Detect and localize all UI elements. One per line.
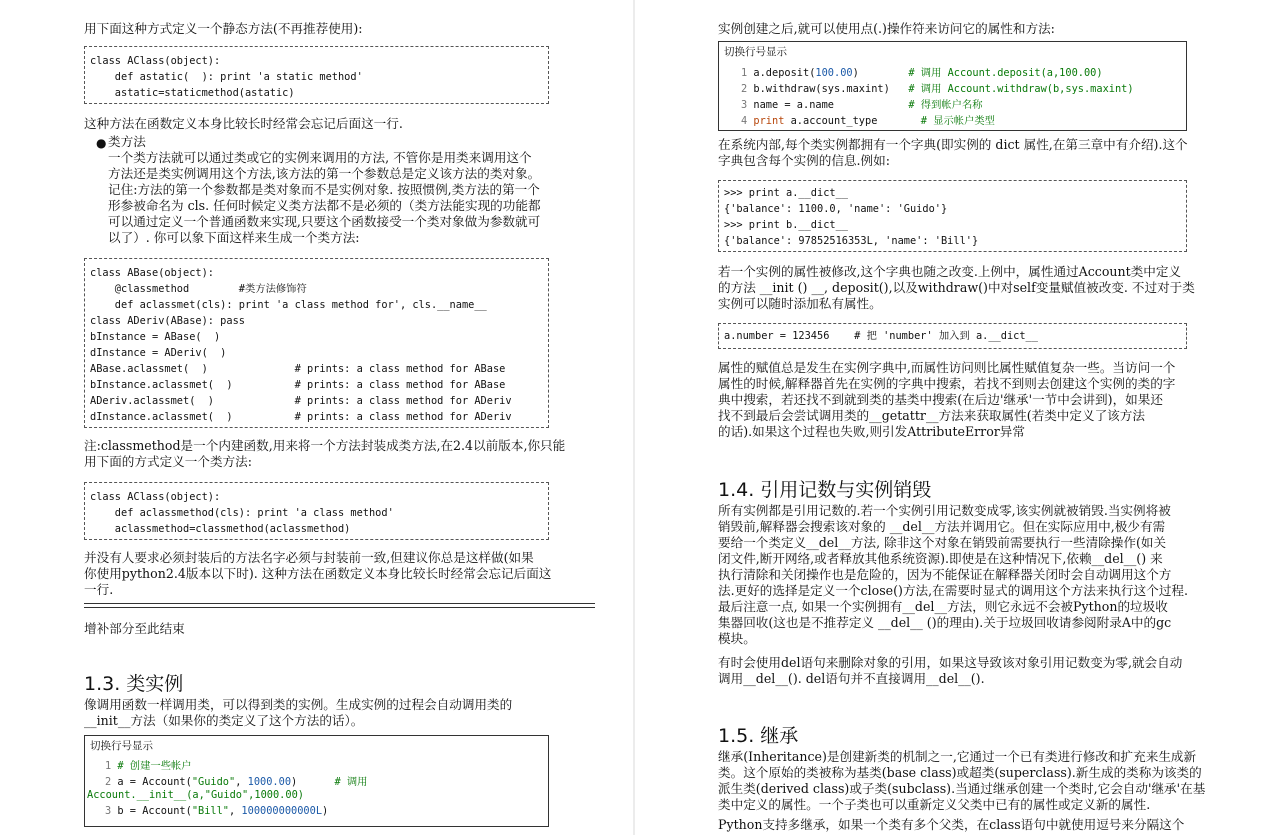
code-line: class ADeriv(ABase): pass xyxy=(90,315,245,327)
code-token: # 调用 xyxy=(334,776,368,788)
paragraph: 的话).如果这个过程也失败,则引发AttributeError异常 xyxy=(718,424,1025,439)
code-line: {'balance': 97852516353L, 'name': 'Bill'} xyxy=(724,235,979,247)
code-token: Account.__init__(a,"Guido",1000.00) xyxy=(87,789,304,801)
paragraph: 一行. xyxy=(84,582,114,597)
paragraph: 派生类(derived class)或子类(subclass).当通过继承创建一个类时,它会自动'继承'在基 xyxy=(718,781,1206,796)
code-token: , xyxy=(229,805,242,817)
paragraph: 要给一个类定义__del__方法, 除非这个对象在销毁前需要执行一些清除操作(如关 xyxy=(718,535,1167,550)
code-listing-line xyxy=(87,789,304,801)
code-line: {'balance': 1100.0, 'name': 'Guido'} xyxy=(724,203,948,215)
code-line: dInstance.aclassmet( ) # prints: a class method for ADeriv xyxy=(90,411,512,423)
code-listing-line xyxy=(105,773,367,788)
paragraph: 注:classmethod是一个内建函数,用来将一个方法封装成类方法,在2.4以前版本,你只能 xyxy=(84,438,566,453)
code-listing-line xyxy=(741,96,983,111)
code-token: a.deposit( xyxy=(753,67,816,79)
code-block-classmethod xyxy=(84,258,549,428)
code-line: astatic=staticmethod(astatic) xyxy=(90,87,295,99)
code-line: aclassmethod=classmethod(aclassmethod) xyxy=(90,523,351,535)
code-line: class ABase(object): xyxy=(90,267,214,279)
code-token: # 调用 Account.deposit(a,100.00) xyxy=(908,67,1103,79)
code-line: @classmethod #类方法修饰符 xyxy=(90,283,307,295)
code-token: "Bill" xyxy=(191,805,230,817)
code-token: ) xyxy=(291,776,335,788)
code-token: ) xyxy=(852,67,909,79)
code-token: 1000.00 xyxy=(247,776,292,788)
code-block-number xyxy=(718,323,1187,349)
code-token: 100000000000L xyxy=(241,805,323,817)
line-number: 2 xyxy=(105,776,118,788)
code-token: ) xyxy=(322,805,329,817)
paragraph: 找不到最后会尝试调用类的__getattr__方法来获取属性(若类中定义了该方法 xyxy=(718,408,1145,423)
paragraph: 类。这个原始的类被称为基类(base class)或超类(superclass).新生成的类称为该类的 xyxy=(718,765,1202,780)
paragraph: 属性的时候,解释器首先在实例的字典中搜索，若找不到则去创建这个实例的类的字 xyxy=(718,376,1176,391)
code-line: >>> print a.__dict__ xyxy=(724,187,848,199)
section-heading: 1.3. 类实例 xyxy=(84,673,184,695)
code-token: b.withdraw(sys.maxint) xyxy=(753,83,909,95)
code-token: # 创建一些帐户 xyxy=(117,760,192,772)
toggle-line-numbers-link[interactable]: 切换行号显示 xyxy=(724,46,787,58)
paragraph: 调用__del__(). del语句并不直接调用__del__(). xyxy=(718,671,985,686)
line-number: 3 xyxy=(105,805,118,817)
paragraph: 属性的赋值总是发生在实例字典中,而属性访问则比属性赋值复杂一些。当访问一个 xyxy=(718,360,1176,375)
code-token: name = a.name xyxy=(753,99,909,111)
code-token: # 得到帐户名称 xyxy=(908,99,983,111)
paragraph: 的方法 __init () __, deposit(),以及withdraw()中对self变量赋值被改变. 不过对于类 xyxy=(718,280,1195,295)
code-listing-line xyxy=(105,805,328,817)
section-heading: 1.4. 引用记数与实例销毁 xyxy=(718,479,932,501)
code-line: def astatic( ): print 'a static method' xyxy=(90,71,363,83)
paragraph: 最后注意一点, 如果一个实例拥有__del__方法，则它永远不会被Python的垃圾收 xyxy=(718,599,1168,614)
paragraph: 你使用python2.4版本以下时). 这种方法在函数定义本身比较长时经常会忘记后面这 xyxy=(84,566,552,581)
line-number: 3 xyxy=(741,99,754,111)
line-number: 4 xyxy=(741,115,754,127)
bullet-line: 形参被命名为 cls. 任何时候定义类方法都不是必须的（类方法能实现的功能都 xyxy=(108,198,541,213)
paragraph: 在系统内部,每个类实例都拥有一个字典(即实例的 dict 属性,在第三章中有介绍).这个 xyxy=(718,137,1188,152)
paragraph: 增补部分至此结束 xyxy=(84,621,185,636)
code-line: dInstance = ADeriv( ) xyxy=(90,347,227,359)
paragraph: 实例可以随时添加私有属性。 xyxy=(718,296,882,311)
code-line: >>> print b.__dict__ xyxy=(724,219,848,231)
code-token: print xyxy=(753,115,785,127)
code-token: 100.00 xyxy=(815,67,853,79)
paragraph: 销毁前,解释器会搜索该对象的 __del__方法并调用它。但在实际应用中,极少有需 xyxy=(718,519,1166,534)
paragraph: 集器回收(这也是不推荐定义 __del__ ()的理由).关于垃圾回收请参阅附录A中的gc xyxy=(718,615,1172,630)
left-page xyxy=(0,0,633,835)
code-block-staticmethod xyxy=(84,46,549,104)
paragraph: 有时会使用del语句来删除对象的引用，如果这导致该对象引用记数变为零,就会自动 xyxy=(718,655,1183,670)
bullet-line: 方法还是类实例调用这个方法,该方法的第一个参数总是定义该方法的类对象。 xyxy=(108,166,541,181)
paragraph: 并没有人要求必须封装后的方法名字必须与封装前一致,但建议你总是这样做(如果 xyxy=(84,550,534,565)
bullet-line: 以了）. 你可以象下面这样来生成一个类方法: xyxy=(108,230,360,245)
line-number: 1 xyxy=(741,67,754,79)
code-listing-box xyxy=(84,735,549,827)
bullet-line: 记住:方法的第一个参数都是类对象而不是实例对象. 按照惯例,类方法的第一个 xyxy=(108,182,540,197)
code-line: bInstance = ABase( ) xyxy=(90,331,221,343)
bullet-line: 可以通过定义一个普通函数来实现,只要这个函数接受一个类对象做为参数就可 xyxy=(108,214,541,229)
paragraph: __init__方法（如果你的类定义了这个方法的话）。 xyxy=(84,713,364,728)
paragraph: 用下面的方式定义一个类方法: xyxy=(84,454,252,469)
code-line: ABase.aclassmet( ) # prints: a class method for ABase xyxy=(90,363,506,375)
paragraph: 这种方法在函数定义本身比较长时经常会忘记后面这一行. xyxy=(84,116,403,131)
right-page xyxy=(635,0,1267,835)
code-line: a.number = 123456 # 把 'number' 加入到 a.__dict__ xyxy=(724,330,1038,342)
code-token: , xyxy=(235,776,248,788)
section-heading: 1.5. 继承 xyxy=(718,725,799,747)
code-token: a = Account( xyxy=(117,776,192,788)
code-line: ADeriv.aclassmet( ) # prints: a class method for ADeriv xyxy=(90,395,512,407)
paragraph: 若一个实例的属性被修改,这个字典也随之改变.上例中，属性通过Account类中定义 xyxy=(718,264,1182,279)
paragraph: 所有实例都是引用记数的.若一个实例引用记数变成零,该实例就被销毁.当实例将被 xyxy=(718,503,1171,518)
paragraph: 像调用函数一样调用类，可以得到类的实例。生成实例的过程会自动调用类的 xyxy=(84,697,513,712)
paragraph: 典中搜索，若还找不到就到类的基类中搜索(在后边'继承'一节中会讲到)，如果还 xyxy=(718,392,1163,407)
paragraph: 类中定义的属性。一个子类也可以重新定义父类中已有的属性或定义新的属性. xyxy=(718,797,1151,812)
bullet-line: 一个类方法就可以通过类或它的实例来调用的方法, 不管你是用类来调用这个 xyxy=(108,150,532,165)
paragraph: 闭文件,断开网络,或者释放其他系统资源).即使是在这种情况下,依赖__del__() 来 xyxy=(718,551,1163,566)
paragraph: 字典包含每个实例的信息.例如: xyxy=(718,153,890,168)
code-token: # 显示帐户类型 xyxy=(920,115,995,127)
line-number: 2 xyxy=(741,83,754,95)
code-listing-line xyxy=(741,80,1134,95)
bullet-title: 类方法 xyxy=(108,134,146,149)
code-listing-line xyxy=(741,112,995,127)
code-listing-box xyxy=(718,41,1187,131)
paragraph: 模块。 xyxy=(718,631,756,646)
code-token: # 调用 Account.withdraw(b,sys.maxint) xyxy=(908,83,1134,95)
code-token: "Guido" xyxy=(191,776,236,788)
intro-text: 用下面这种方式定义一个静态方法(不再推荐使用): xyxy=(84,21,363,36)
code-line: def aclassmethod(cls): print 'a class method' xyxy=(90,507,394,519)
code-line: bInstance.aclassmet( ) # prints: a class method for ABase xyxy=(90,379,506,391)
intro-text: 实例创建之后,就可以使用点(.)操作符来访问它的属性和方法: xyxy=(718,21,1055,36)
separator-line xyxy=(84,603,595,608)
toggle-line-numbers-link[interactable]: 切换行号显示 xyxy=(90,740,153,752)
paragraph: 法.更好的选择是定义一个close()方法,在需要时显式的调用这个方法来执行这个过程. xyxy=(718,583,1189,598)
bullet-dot: ● xyxy=(96,136,107,150)
code-block-dict xyxy=(718,180,1187,252)
paragraph: 继承(Inheritance)是创建新类的机制之一,它通过一个已有类进行修改和扩充来生成新 xyxy=(718,749,1197,764)
code-token: b = Account( xyxy=(117,805,192,817)
code-block-classmethod-old xyxy=(84,482,549,540)
code-listing-line xyxy=(741,64,1103,79)
paragraph: Python支持多继承，如果一个类有多个父类，在class语句中就使用逗号来分隔这个 xyxy=(718,817,1185,832)
line-number: 1 xyxy=(105,760,118,772)
code-line: class AClass(object): xyxy=(90,55,221,67)
code-line: def aclassmet(cls): print 'a class method for', cls.__name__ xyxy=(90,299,487,311)
code-token: a.account_type xyxy=(784,115,921,127)
code-listing-line xyxy=(105,757,192,772)
paragraph: 执行清除和关闭操作也是危险的，因为不能保证在解释器关闭时会自动调用这个方 xyxy=(718,567,1172,582)
code-line: class AClass(object): xyxy=(90,491,221,503)
